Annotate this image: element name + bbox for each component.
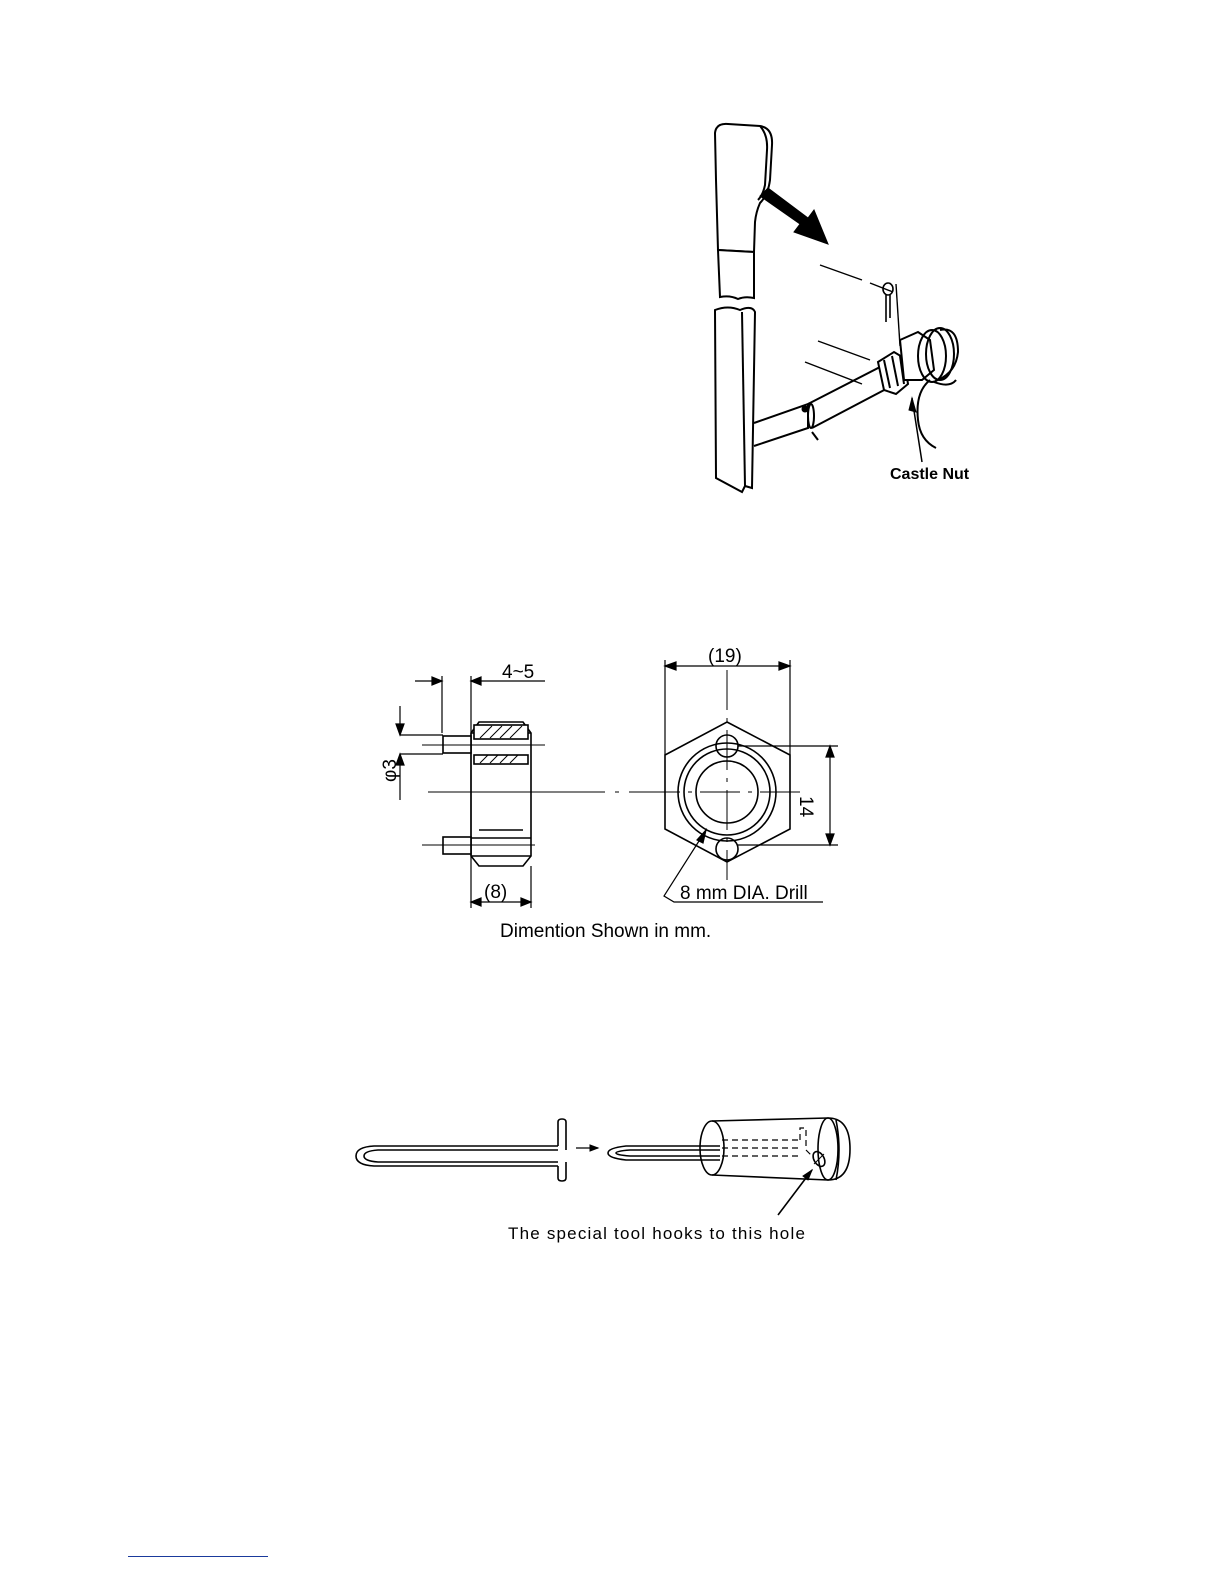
footer-rule bbox=[128, 1556, 268, 1557]
special-tool-figure bbox=[356, 1118, 850, 1215]
shaft bbox=[754, 366, 888, 446]
dim-thickness-label: (8) bbox=[484, 882, 508, 903]
pin-in-tube bbox=[608, 1118, 850, 1215]
units-note: Dimention Shown in mm. bbox=[500, 921, 712, 942]
nut-dimension-figure bbox=[396, 660, 838, 908]
handle-grip-upper bbox=[715, 124, 772, 299]
nut-side-view bbox=[422, 722, 545, 866]
fitting-body bbox=[900, 328, 958, 448]
dim-gap-label: 4~5 bbox=[502, 662, 535, 683]
nut-front-view bbox=[640, 670, 800, 880]
handle-blade-lower bbox=[715, 308, 755, 493]
handle-removal-figure bbox=[715, 124, 958, 492]
direction-arrow bbox=[760, 188, 828, 244]
castle-nut-label: Castle Nut bbox=[890, 466, 970, 483]
drill-note: 8 mm DIA. Drill bbox=[680, 883, 808, 904]
dim-height-label: 14 bbox=[795, 796, 816, 818]
dim-width-label: (19) bbox=[708, 646, 742, 667]
dim-pin-label: φ3 bbox=[380, 759, 401, 782]
hairpin-tool bbox=[356, 1119, 566, 1181]
special-tool-callout: The special tool hooks to this hole bbox=[508, 1224, 807, 1243]
